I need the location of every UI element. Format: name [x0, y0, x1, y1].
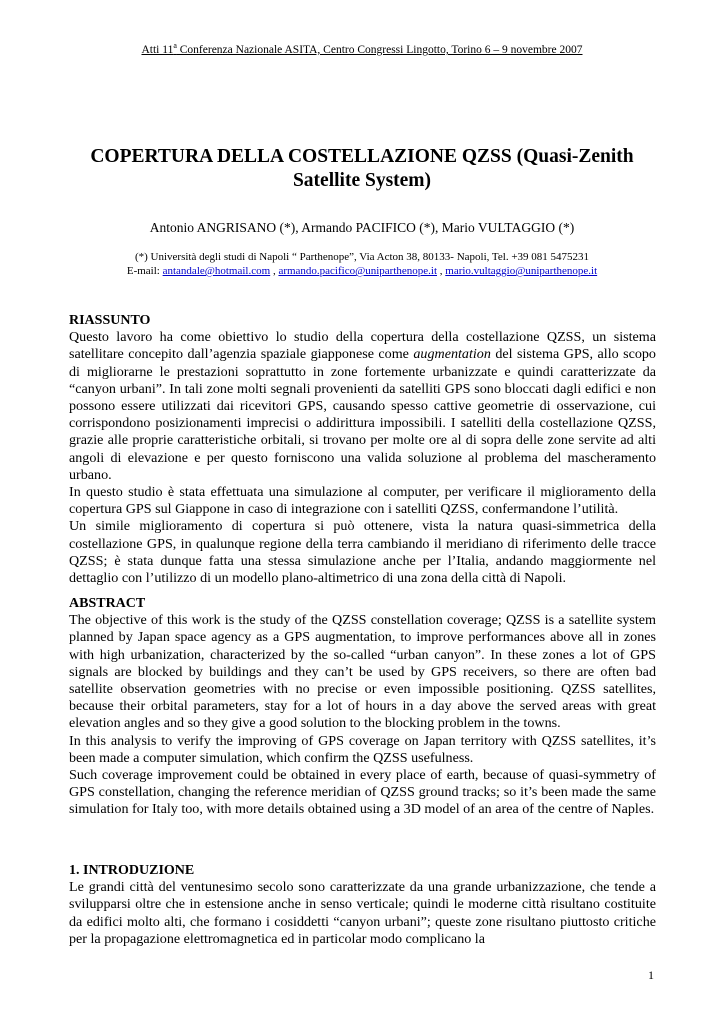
section-heading-introduzione: 1. INTRODUZIONE — [69, 863, 195, 878]
section-heading-riassunto: RIASSUNTO — [69, 313, 151, 328]
conference-header — [0, 41, 724, 56]
introduzione-paragraph-1: Le grandi città del ventunesimo secolo sono caratterizzate da una grande urbanizzazione, che tende a svilupparsi oltre che in estensione anche in senso verticale; quindi le moderne città risultano costituite da edifici molto alti, che formano i cosiddetti “canyon urbani”; queste zone risultano piuttosto critiche per la propagazione elettromagnetica ed in particolar modo complicano la — [69, 879, 656, 947]
email-label: E-mail: — [126, 265, 163, 277]
page-number: 1 — [648, 968, 654, 982]
riassunto-paragraph-3: Un simile miglioramento di copertura si può ottenere, vista la natura quasi-simmetrica della costellazione GPS, in qualunque regione della terra cambiando il meridiano di riferimento delle tracce QZSS; è stata dunque fatta una stessa simulazione anche per l’Italia, andando maggiormente nel dettaglio con l’utilizzo di un modello plano-altimetrico di una zona della città di Napoli. — [69, 518, 656, 587]
abstract-paragraph-1: The objective of this work is the study of the QZSS constellation coverage; QZSS is a satellite system planned by Japan space agency as a GPS augmentation, to improve performances above all in zones with high urbanization, characterized by the so-called “urban canyon”. In these zones a lot of GPS signals are blocked by buildings and they can’t be used by GPS receivers, so there are often bad satellite observation geometries with no precise or even impossible positioning. QZSS satellites, because their orbital parameters, stay for a lot of hours in a day above the served areas with great elevation angles and so they give a good solution to the blocking problem in the towns. — [69, 612, 656, 732]
emphasis-augmentation: augmentation — [413, 346, 491, 363]
email-line: E-mail: antandale@hotmail.com , armando.pacifico@uniparthenope.it , mario.vultaggio@uniparthenope.it — [126, 265, 598, 277]
author-list: Antonio ANGRISANO (*), Armando PACIFICO (*), Mario VULTAGGIO (*) — [149, 220, 575, 235]
email-link-angrisano[interactable]: antandale@hotmail.com — [162, 265, 271, 277]
section-heading-abstract: ABSTRACT — [69, 596, 146, 611]
section-introduzione — [69, 862, 656, 948]
paper-title: COPERTURA DELLA COSTELLAZIONE QZSS (Quasi-Zenith Satellite System) — [90, 146, 634, 191]
riassunto-paragraph-1: Questo lavoro ha come obiettivo lo studio della copertura della costellazione QZSS, un sistema satellitare concepito dall’agenzia spaziale giapponese come augmentation del sistema GPS, allo scopo di migliorarne le prestazioni soprattutto in zone fortemente urbanizzate e quindi caratterizzate da “canyon urbani”. In tali zone molti segnali provenienti da satelliti GPS sono bloccati dagli edifici e non possono essere utilizzati dai ricevitori GPS, causando spesso cattive geometrie di osservazione, cui corrispondono posizionamenti imprecisi o addirittura impossibili. I satelliti della costellazione QZSS, grazie alle proprie caratteristiche orbitali, si trovano per molte ore al di sopra delle zone servite ad alti angoli di elevazione e per questo forniscono una valida soluzione al problema del mascheramento urbano. — [69, 329, 656, 483]
conference-header-text: Atti 11$^a$ Conferenza Nazionale ASITA, Centro Congressi Lingotto, Torino 6 – 9 novembre 2007 — [141, 41, 583, 56]
email-link-vultaggio[interactable]: mario.vultaggio@uniparthenope.it — [445, 265, 598, 277]
section-riassunto — [69, 312, 656, 587]
section-abstract — [69, 595, 656, 819]
affiliation-block — [0, 250, 724, 278]
riassunto-paragraph-2: In questo studio è stata effettuata una simulazione al computer, per verificare il miglioramento della copertura GPS sul Giappone in caso di integrazione con i satelliti QZSS, confermandone l’utilità. — [69, 484, 656, 518]
abstract-paragraph-3: Such coverage improvement could be obtained in every place of earth, because of quasi-symmetry of GPS constellation, changing the reference meridian of QZSS ground tracks; so it’s been made the same simulation for Italy too, with more details obtained using a 3D model of an area of the centre of Naples. — [69, 767, 656, 818]
abstract-paragraph-2: In this analysis to verify the improving of GPS coverage on Japan territory with QZSS satellites, it’s been made a computer simulation, which confirm the QZSS usefulness. — [69, 732, 656, 766]
email-link-pacifico[interactable]: armando.pacifico@uniparthenope.it — [278, 265, 438, 277]
affiliation-line: (*) Università degli studi di Napoli “ Parthenope”, Via Acton 38, 80133- Napoli, Tel. +39 081 5475231 — [134, 251, 590, 263]
